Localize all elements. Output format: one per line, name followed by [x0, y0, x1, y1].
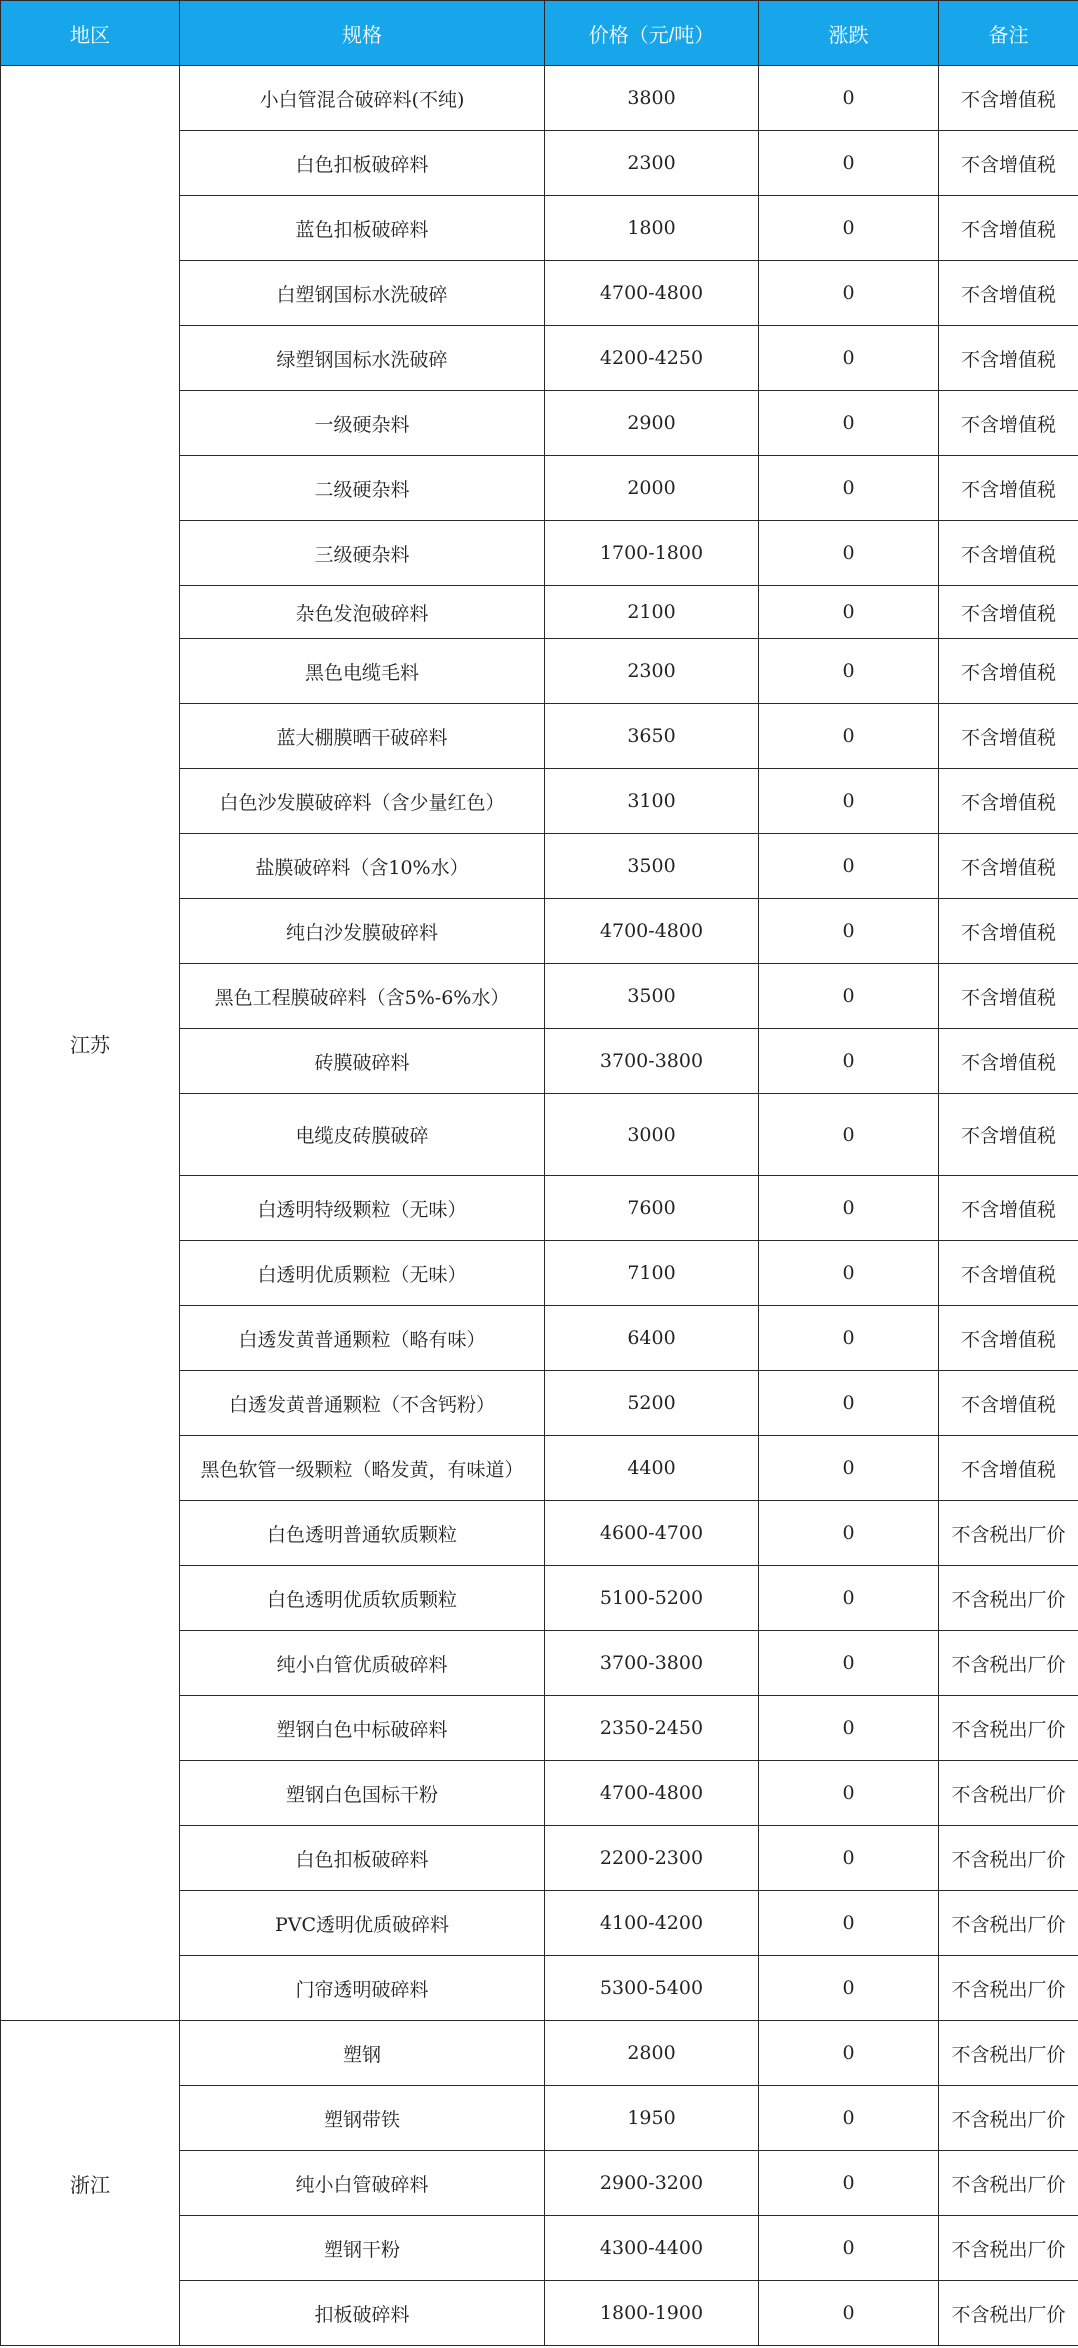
change-cell: 0 — [759, 1891, 939, 1956]
header-region: 地区 — [1, 1, 180, 66]
note-cell: 不含增值税 — [939, 456, 1078, 521]
change-cell: 0 — [759, 2216, 939, 2281]
change-cell: 0 — [759, 2021, 939, 2086]
note-cell: 不含税出厂价 — [939, 2086, 1078, 2151]
price-cell: 3700-3800 — [545, 1029, 759, 1094]
note-cell: 不含增值税 — [939, 586, 1078, 639]
change-cell: 0 — [759, 639, 939, 704]
price-cell: 4700-4800 — [545, 1761, 759, 1826]
price-cell: 1700-1800 — [545, 521, 759, 586]
note-cell: 不含增值税 — [939, 1094, 1078, 1176]
change-cell: 0 — [759, 1436, 939, 1501]
note-cell: 不含增值税 — [939, 899, 1078, 964]
spec-cell: 三级硬杂料 — [180, 521, 545, 586]
region-cell: 江苏 — [1, 66, 180, 2021]
price-cell: 4200-4250 — [545, 326, 759, 391]
price-cell: 3000 — [545, 1094, 759, 1176]
price-cell: 2900 — [545, 391, 759, 456]
note-cell: 不含增值税 — [939, 1436, 1078, 1501]
note-cell: 不含税出厂价 — [939, 1761, 1078, 1826]
change-cell: 0 — [759, 2086, 939, 2151]
change-cell: 0 — [759, 586, 939, 639]
note-cell: 不含税出厂价 — [939, 2021, 1078, 2086]
spec-cell: 纯小白管破碎料 — [180, 2151, 545, 2216]
change-cell: 0 — [759, 1566, 939, 1631]
spec-cell: 塑钢 — [180, 2021, 545, 2086]
spec-cell: 杂色发泡破碎料 — [180, 586, 545, 639]
table-row — [1, 66, 1078, 131]
change-cell: 0 — [759, 2281, 939, 2346]
change-cell: 0 — [759, 704, 939, 769]
note-cell: 不含增值税 — [939, 66, 1078, 131]
change-cell: 0 — [759, 899, 939, 964]
spec-cell: 白塑钢国标水洗破碎 — [180, 261, 545, 326]
header-note: 备注 — [939, 1, 1078, 66]
change-cell: 0 — [759, 391, 939, 456]
spec-cell: 白透明特级颗粒（无味） — [180, 1176, 545, 1241]
price-cell: 3650 — [545, 704, 759, 769]
change-cell: 0 — [759, 521, 939, 586]
note-cell: 不含增值税 — [939, 1371, 1078, 1436]
price-cell: 6400 — [545, 1306, 759, 1371]
change-cell: 0 — [759, 66, 939, 131]
change-cell: 0 — [759, 1761, 939, 1826]
change-cell: 0 — [759, 456, 939, 521]
header-price: 价格（元/吨） — [545, 1, 759, 66]
change-cell: 0 — [759, 834, 939, 899]
spec-cell: 塑钢白色国标干粉 — [180, 1761, 545, 1826]
note-cell: 不含增值税 — [939, 1176, 1078, 1241]
price-cell: 2100 — [545, 586, 759, 639]
spec-cell: 白色沙发膜破碎料（含少量红色） — [180, 769, 545, 834]
note-cell: 不含增值税 — [939, 261, 1078, 326]
change-cell: 0 — [759, 1029, 939, 1094]
note-cell: 不含税出厂价 — [939, 1696, 1078, 1761]
change-cell: 0 — [759, 261, 939, 326]
change-cell: 0 — [759, 1094, 939, 1176]
spec-cell: 砖膜破碎料 — [180, 1029, 545, 1094]
region-cell: 浙江 — [1, 2021, 180, 2346]
note-cell: 不含税出厂价 — [939, 1956, 1078, 2021]
spec-cell: 黑色软管一级颗粒（略发黄，有味道） — [180, 1436, 545, 1501]
change-cell: 0 — [759, 1306, 939, 1371]
note-cell: 不含增值税 — [939, 131, 1078, 196]
change-cell: 0 — [759, 196, 939, 261]
note-cell: 不含增值税 — [939, 1241, 1078, 1306]
price-cell: 2900-3200 — [545, 2151, 759, 2216]
price-cell: 4300-4400 — [545, 2216, 759, 2281]
note-cell: 不含税出厂价 — [939, 2151, 1078, 2216]
spec-cell: 白透发黄普通颗粒（略有味） — [180, 1306, 545, 1371]
spec-cell: PVC透明优质破碎料 — [180, 1891, 545, 1956]
spec-cell: 白色透明优质软质颗粒 — [180, 1566, 545, 1631]
price-cell: 2800 — [545, 2021, 759, 2086]
note-cell: 不含增值税 — [939, 1306, 1078, 1371]
spec-cell: 扣板破碎料 — [180, 2281, 545, 2346]
change-cell: 0 — [759, 964, 939, 1029]
spec-cell: 纯小白管优质破碎料 — [180, 1631, 545, 1696]
spec-cell: 白色扣板破碎料 — [180, 131, 545, 196]
spec-cell: 门帘透明破碎料 — [180, 1956, 545, 2021]
price-cell: 1950 — [545, 2086, 759, 2151]
spec-cell: 蓝色扣板破碎料 — [180, 196, 545, 261]
price-cell: 2300 — [545, 639, 759, 704]
spec-cell: 塑钢干粉 — [180, 2216, 545, 2281]
spec-cell: 一级硬杂料 — [180, 391, 545, 456]
note-cell: 不含税出厂价 — [939, 1631, 1078, 1696]
change-cell: 0 — [759, 769, 939, 834]
table-body — [1, 66, 1078, 2346]
spec-cell: 白透明优质颗粒（无味） — [180, 1241, 545, 1306]
spec-cell: 塑钢带铁 — [180, 2086, 545, 2151]
spec-cell: 小白管混合破碎料(不纯) — [180, 66, 545, 131]
change-cell: 0 — [759, 1826, 939, 1891]
spec-cell: 绿塑钢国标水洗破碎 — [180, 326, 545, 391]
note-cell: 不含税出厂价 — [939, 2281, 1078, 2346]
note-cell: 不含税出厂价 — [939, 2216, 1078, 2281]
price-cell: 5300-5400 — [545, 1956, 759, 2021]
change-cell: 0 — [759, 1696, 939, 1761]
note-cell: 不含增值税 — [939, 1029, 1078, 1094]
spec-cell: 纯白沙发膜破碎料 — [180, 899, 545, 964]
note-cell: 不含增值税 — [939, 196, 1078, 261]
change-cell: 0 — [759, 1371, 939, 1436]
price-cell: 4400 — [545, 1436, 759, 1501]
change-cell: 0 — [759, 1241, 939, 1306]
header-row — [1, 1, 1078, 66]
price-cell: 4600-4700 — [545, 1501, 759, 1566]
price-cell: 3100 — [545, 769, 759, 834]
note-cell: 不含增值税 — [939, 326, 1078, 391]
spec-cell: 白色透明普通软质颗粒 — [180, 1501, 545, 1566]
price-cell: 1800 — [545, 196, 759, 261]
price-cell: 4700-4800 — [545, 899, 759, 964]
header-change: 涨跌 — [759, 1, 939, 66]
price-cell: 5100-5200 — [545, 1566, 759, 1631]
price-cell: 3500 — [545, 964, 759, 1029]
price-cell: 3700-3800 — [545, 1631, 759, 1696]
spec-cell: 电缆皮砖膜破碎 — [180, 1094, 545, 1176]
price-cell: 4700-4800 — [545, 261, 759, 326]
note-cell: 不含增值税 — [939, 521, 1078, 586]
spec-cell: 黑色电缆毛料 — [180, 639, 545, 704]
note-cell: 不含增值税 — [939, 964, 1078, 1029]
price-cell: 7600 — [545, 1176, 759, 1241]
change-cell: 0 — [759, 1501, 939, 1566]
spec-cell: 二级硬杂料 — [180, 456, 545, 521]
note-cell: 不含税出厂价 — [939, 1826, 1078, 1891]
spec-cell: 白透发黄普通颗粒（不含钙粉） — [180, 1371, 545, 1436]
note-cell: 不含税出厂价 — [939, 1891, 1078, 1956]
price-cell: 2350-2450 — [545, 1696, 759, 1761]
change-cell: 0 — [759, 131, 939, 196]
spec-cell: 盐膜破碎料（含10%水） — [180, 834, 545, 899]
change-cell: 0 — [759, 326, 939, 391]
price-cell: 3800 — [545, 66, 759, 131]
note-cell: 不含增值税 — [939, 834, 1078, 899]
spec-cell: 黑色工程膜破碎料（含5%-6%水） — [180, 964, 545, 1029]
change-cell: 0 — [759, 1176, 939, 1241]
spec-cell: 塑钢白色中标破碎料 — [180, 1696, 545, 1761]
note-cell: 不含增值税 — [939, 391, 1078, 456]
spec-cell: 白色扣板破碎料 — [180, 1826, 545, 1891]
price-cell: 1800-1900 — [545, 2281, 759, 2346]
note-cell: 不含增值税 — [939, 639, 1078, 704]
price-cell: 5200 — [545, 1371, 759, 1436]
header-spec: 规格 — [180, 1, 545, 66]
price-cell: 7100 — [545, 1241, 759, 1306]
price-cell: 2000 — [545, 456, 759, 521]
price-cell: 3500 — [545, 834, 759, 899]
change-cell: 0 — [759, 1631, 939, 1696]
table-row — [1, 2021, 1078, 2086]
note-cell: 不含增值税 — [939, 769, 1078, 834]
price-cell: 2200-2300 — [545, 1826, 759, 1891]
note-cell: 不含增值税 — [939, 704, 1078, 769]
note-cell: 不含税出厂价 — [939, 1566, 1078, 1631]
price-cell: 4100-4200 — [545, 1891, 759, 1956]
note-cell: 不含税出厂价 — [939, 1501, 1078, 1566]
spec-cell: 蓝大棚膜晒干破碎料 — [180, 704, 545, 769]
change-cell: 0 — [759, 2151, 939, 2216]
change-cell: 0 — [759, 1956, 939, 2021]
price-cell: 2300 — [545, 131, 759, 196]
